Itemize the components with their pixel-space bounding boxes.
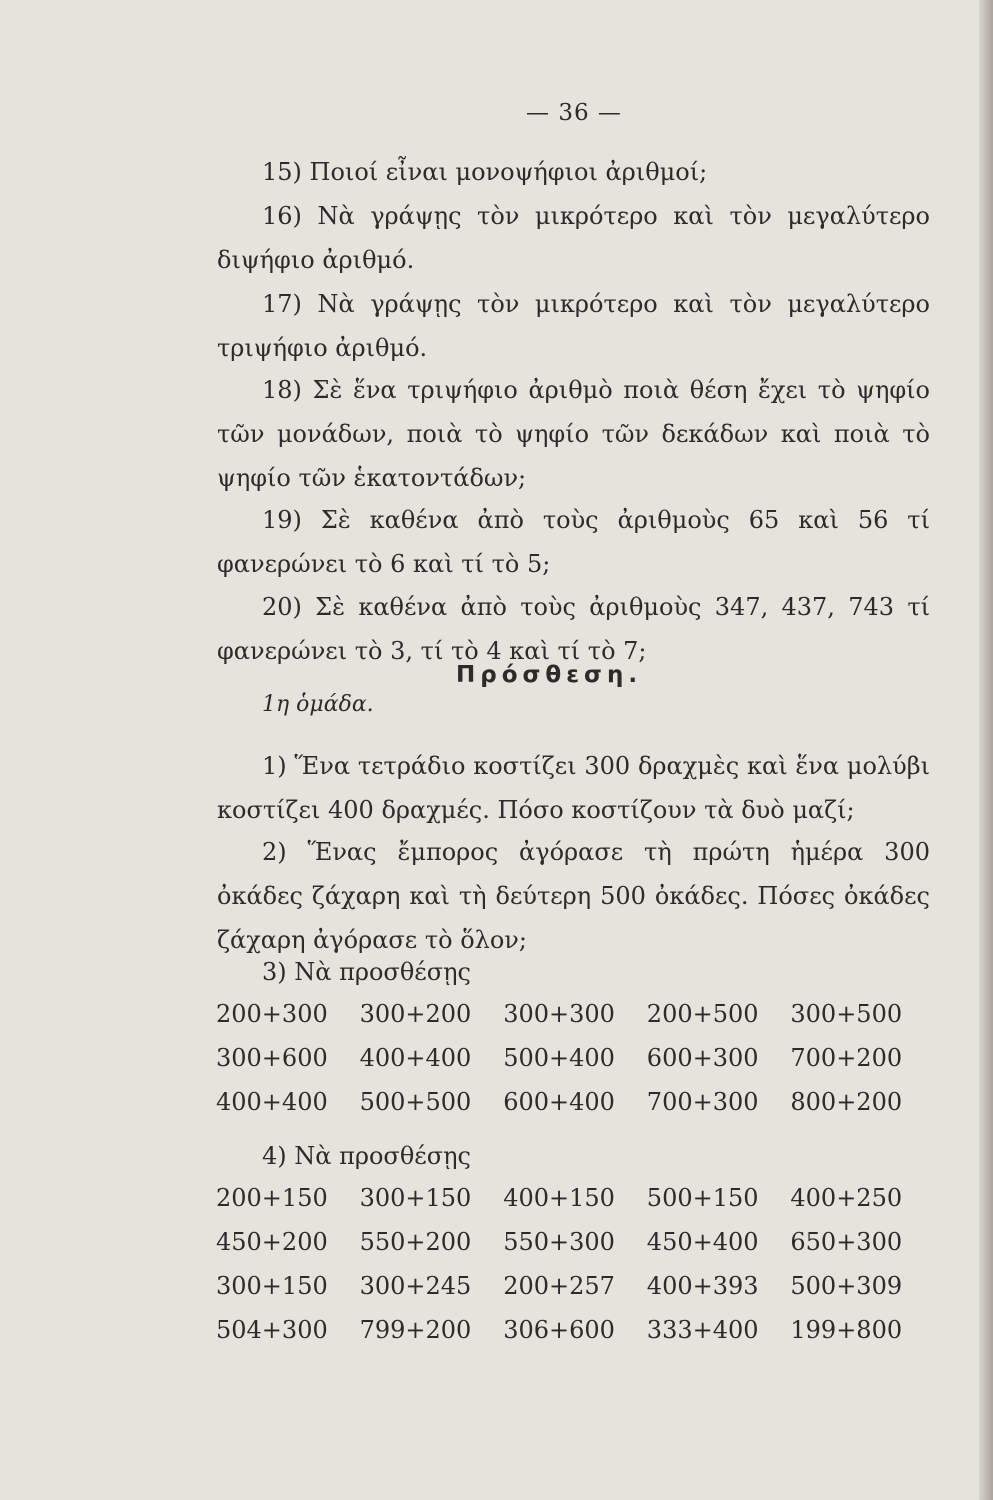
sum-item: 200+150 bbox=[216, 1184, 328, 1212]
sum-item: 799+200 bbox=[359, 1316, 472, 1344]
sum-item: 450+400 bbox=[646, 1228, 759, 1256]
sum-item: 500+309 bbox=[790, 1272, 903, 1300]
sum-item: 200+300 bbox=[216, 1000, 328, 1028]
sum-item: 200+257 bbox=[503, 1272, 615, 1300]
sum-item: 400+400 bbox=[359, 1044, 472, 1072]
sum-item: 300+500 bbox=[790, 1000, 903, 1028]
sum-item: 300+245 bbox=[359, 1272, 472, 1300]
question-17: 17) Νὰ γράψῃς τὸν μικρότερο καὶ τὸν μεγαλύτερο τριψήφιο ἀριθμό. bbox=[217, 290, 930, 362]
problem-1: 1) Ἕνα τετράδιο κοστίζει 300 δραχμὲς καὶ ἕνα μολύβι κοστίζει 400 δραχμές. Πόσο κοστίζουν τὰ δυὸ μαζί; bbox=[217, 752, 930, 824]
question-19: 19) Σὲ καθένα ἀπὸ τοὺς ἀριθμοὺς 65 καὶ 56 τί φανερώνει τὸ 6 καὶ τί τὸ 5; bbox=[217, 506, 930, 578]
sum-item: 300+150 bbox=[216, 1272, 328, 1300]
sum-item: 300+600 bbox=[216, 1044, 328, 1072]
sum-item: 600+400 bbox=[503, 1088, 615, 1116]
sum-item: 300+200 bbox=[359, 1000, 472, 1028]
sum-item: 600+300 bbox=[646, 1044, 759, 1072]
group-label: 1η ὁμάδα. bbox=[262, 692, 374, 717]
sum-item: 500+150 bbox=[646, 1184, 759, 1212]
sum-item: 306+600 bbox=[503, 1316, 615, 1344]
sum-item: 800+200 bbox=[790, 1088, 903, 1116]
sum-item: 400+400 bbox=[216, 1088, 328, 1116]
sum-item: 200+500 bbox=[646, 1000, 759, 1028]
sum-item: 300+150 bbox=[359, 1184, 472, 1212]
sum-item: 400+150 bbox=[503, 1184, 615, 1212]
exercise-3-grid bbox=[216, 992, 934, 1124]
question-16: 16) Νὰ γράψῃς τὸν μικρότερο καὶ τὸν μεγαλύτερο διψήφιο ἀριθμό. bbox=[217, 202, 930, 274]
sum-item: 700+200 bbox=[790, 1044, 903, 1072]
sum-item: 450+200 bbox=[216, 1228, 328, 1256]
exercise-3-label: 3) Νὰ προσθέσῃς bbox=[262, 958, 471, 986]
question-18: 18) Σὲ ἕνα τριψήφιο ἀριθμὸ ποιὰ θέση ἔχει τὸ ψηφίο τῶν μονάδων, ποιὰ τὸ ψηφίο τῶν δεκάδων καὶ ποιὰ τὸ ψηφίο τῶν ἑκατοντάδων; bbox=[217, 376, 930, 492]
page-number: — 36 — bbox=[526, 100, 622, 126]
problem-2: 2) Ἕνας ἔμπορος ἀγόρασε τὴ πρώτη ἡμέρα 300 ὀκάδες ζάχαρη καὶ τὴ δεύτερη 500 ὀκάδες. Πόσες ὀκάδες ζάχαρη ἀγόρασε τὸ ὅλον; bbox=[217, 838, 930, 954]
sum-item: 550+200 bbox=[359, 1228, 472, 1256]
section-title: Πρόσθεση. bbox=[456, 662, 643, 688]
sum-item: 300+300 bbox=[503, 1000, 615, 1028]
sum-item: 500+400 bbox=[503, 1044, 615, 1072]
sum-item: 504+300 bbox=[216, 1316, 328, 1344]
exercise-4-label: 4) Νὰ προσθέσῃς bbox=[262, 1142, 471, 1170]
sum-item: 199+800 bbox=[790, 1316, 903, 1344]
sum-item: 500+500 bbox=[359, 1088, 472, 1116]
question-20: 20) Σὲ καθένα ἀπὸ τοὺς ἀριθμοὺς 347, 437, 743 τί φανερώνει τὸ 3, τί τὸ 4 καὶ τί τὸ 7; bbox=[217, 593, 930, 665]
sum-item: 650+300 bbox=[790, 1228, 903, 1256]
exercise-4-grid bbox=[216, 1176, 934, 1352]
sum-item: 400+393 bbox=[646, 1272, 759, 1300]
sum-item: 400+250 bbox=[790, 1184, 903, 1212]
page-binding-edge bbox=[979, 0, 993, 1500]
sum-item: 700+300 bbox=[646, 1088, 759, 1116]
sum-item: 550+300 bbox=[503, 1228, 615, 1256]
sum-item: 333+400 bbox=[646, 1316, 759, 1344]
question-15: 15) Ποιοί εἶναι μονοψήφιοι ἀριθμοί; bbox=[262, 158, 708, 186]
